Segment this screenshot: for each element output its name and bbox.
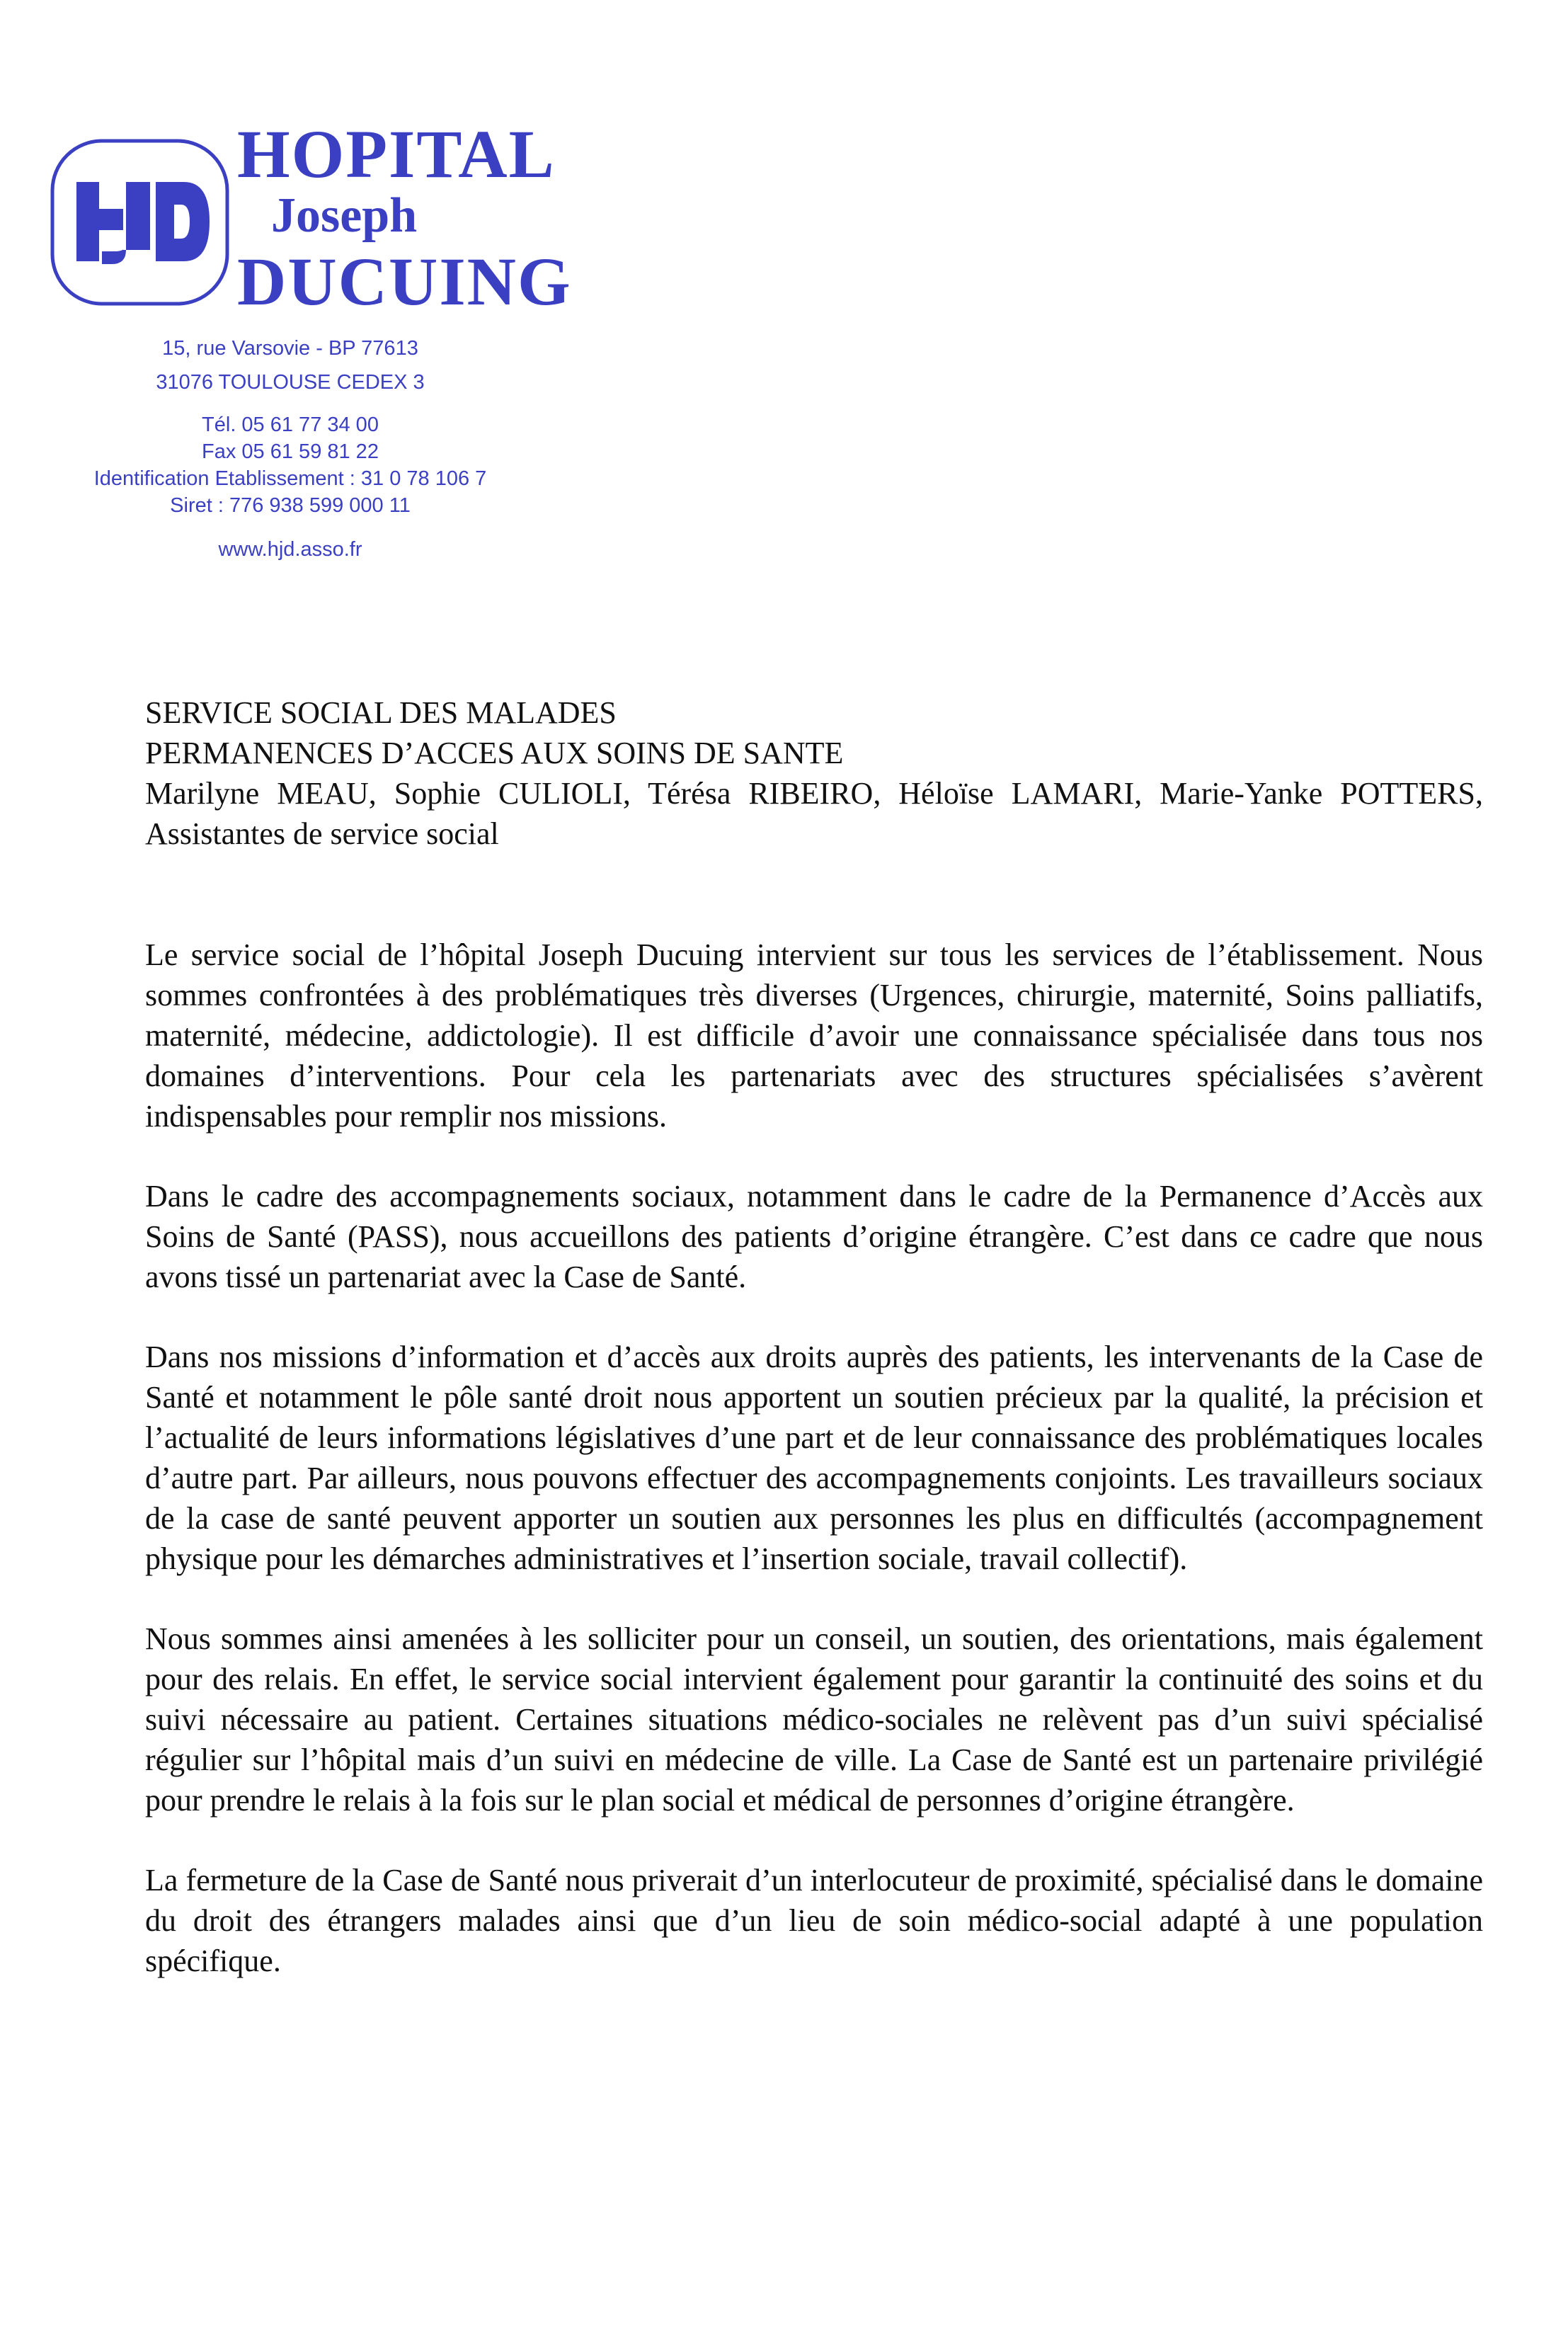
fax-number: Fax 05 61 59 81 22 xyxy=(202,440,379,463)
website-link[interactable]: www.hjd.asso.fr xyxy=(218,538,362,561)
hospital-name-line3: DUCUING xyxy=(237,244,572,319)
paragraph-5: La fermeture de la Case de Santé nous priverait d’un interlocuteur de proximité, spécialisé dans le domaine du droit des étrangers malades ainsi que d’un lieu de soin médico-social adapté à une population spécifique. xyxy=(145,1863,1483,1978)
identification-number: Identification Etablissement : 31 0 78 106 7 xyxy=(93,467,487,490)
service-subheading: PERMANENCES D’ACCES AUX SOINS DE SANTE xyxy=(145,736,844,770)
paragraph-3: Dans nos missions d’information et d’accès aux droits auprès des patients, les intervenants de la Case de Santé et notamment le pôle santé droit nous apportent un soutien précieux par la qualité, la précision et l’actualité de leurs informations législatives d’une part et de leur connaissance des problématiques locales d’autre part. Par ailleurs, nous pouvons effectuer des accompagnements conjoints. Les travailleurs sociaux de la case de santé peuvent apporter un soutien aux personnes les plus en difficultés (accompagnement physique pour les démarches administratives et l’insertion sociale, travail collectif). xyxy=(145,1340,1483,1576)
address-line2: 31076 TOULOUSE CEDEX 3 xyxy=(156,371,425,394)
paragraph-4: Nous sommes ainsi amenées à les solliciter pour un conseil, un soutien, des orientations, mais également pour des relais. En effet, le service social intervient également pour garantir la continuité des soins et du suivi nécessaire au patient. Certaines situations médico-sociales ne relèvent pas d’un suivi spécialisé régulier sur l’hôpital mais d’un suivi en médecine de ville. La Case de Santé est un partenaire privilégié pour prendre le relais à la fois sur le plan social et médical de personnes d’origine étrangère. xyxy=(145,1621,1483,1818)
paragraph-2: Dans le cadre des accompagnements sociaux, notamment dans le cadre de la Permanence d’Accès aux Soins de Santé (PASS), nous accueillons des patients d’origine étrangère. C’est dans ce cadre que nous avons tissé un partenariat avec la Case de Santé. xyxy=(145,1179,1483,1294)
hospital-logo-icon xyxy=(50,138,230,307)
hospital-name-line2: Joseph xyxy=(271,188,418,243)
authors-line: Marilyne MEAU, Sophie CULIOLI, Térésa RIBEIRO, Héloïse LAMARI, Marie-Yanke POTTERS, Assistantes de service social xyxy=(145,776,1483,851)
phone-number: Tél. 05 61 77 34 00 xyxy=(202,413,379,436)
siret-number: Siret : 776 938 599 000 11 xyxy=(170,494,411,517)
hospital-name-line1: HOPITAL xyxy=(237,116,556,192)
letter-body xyxy=(145,692,1483,1981)
service-heading: SERVICE SOCIAL DES MALADES xyxy=(145,695,617,730)
paragraph-1: Le service social de l’hôpital Joseph Ducuing intervient sur tous les services de l’établissement. Nous sommes confrontées à des problématiques très diverses (Urgences, chirurgie, maternité, Soins palliatifs, maternité, médecine, addictologie). Il est difficile d’avoir une connaissance spécialisée dans tous nos domaines d’interventions. Pour cela les partenariats avec des structures spécialisées s’avèrent indispensables pour remplir nos missions. xyxy=(145,937,1483,1134)
contact-block xyxy=(0,331,580,566)
address-line1: 15, rue Varsovie - BP 77613 xyxy=(162,337,418,360)
